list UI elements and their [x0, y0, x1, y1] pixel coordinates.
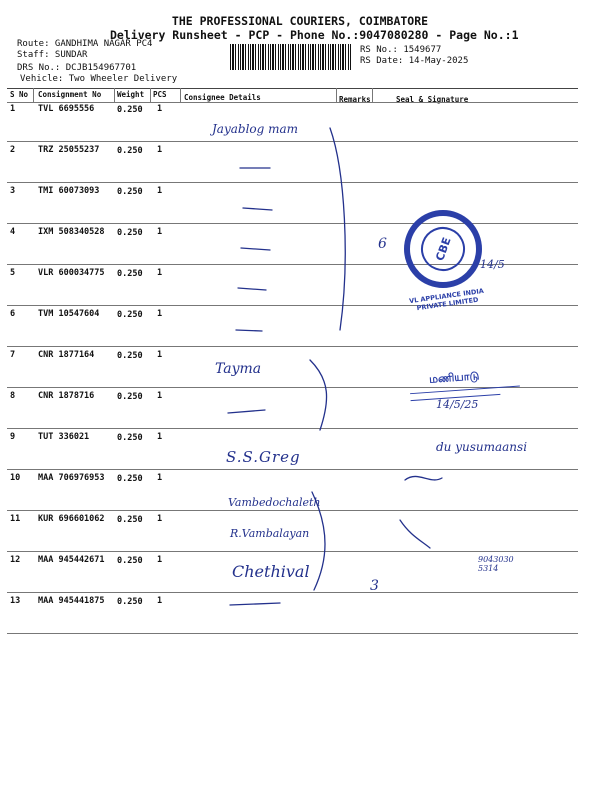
- row-pcs: 1: [157, 473, 163, 483]
- signature-mark: 6: [378, 236, 387, 252]
- row-consignment: VLR 600034775: [38, 268, 105, 278]
- row-consignment: CNR 1877164: [38, 350, 95, 360]
- row-consignment: MAA 706976953: [38, 473, 105, 483]
- row-pcs: 1: [157, 186, 163, 196]
- ditto-dash: [241, 248, 270, 250]
- row-weight: 0.250: [117, 269, 143, 279]
- signature-stroke: [400, 520, 430, 548]
- row-sno: 2: [10, 145, 16, 155]
- runsheet-subtitle: Delivery Runsheet - PCP - Phone No.:9047080280 - Page No.:1: [110, 28, 519, 42]
- consignee-handwriting: Jayablog mam: [212, 122, 299, 136]
- row-pcs: 1: [157, 432, 163, 442]
- rs-date: RS Date: 14-May-2025: [360, 56, 469, 66]
- row-sno: 1: [10, 104, 16, 114]
- signature-date: 14/5/25: [436, 398, 479, 411]
- row-weight: 0.250: [117, 351, 143, 361]
- row-weight: 0.250: [117, 310, 143, 320]
- ditto-dash: [228, 410, 265, 413]
- row-sno: 12: [10, 555, 21, 565]
- signature-date: 14/5: [480, 258, 505, 271]
- row-sno: 3: [10, 186, 16, 196]
- row-pcs: 1: [157, 391, 163, 401]
- row-pcs: 1: [157, 350, 163, 360]
- row-weight: 0.250: [117, 228, 143, 238]
- ditto-dash: [230, 603, 280, 605]
- brace-stroke: [330, 128, 345, 330]
- col-seal-signature: Seal & Signature: [396, 95, 469, 104]
- row-weight: 0.250: [117, 515, 143, 525]
- tamil-stamp-text: மணியாடு: [428, 369, 480, 386]
- col-consignee: Consignee Details: [184, 93, 261, 102]
- consignee-handwriting: Chethival: [232, 562, 310, 581]
- row-pcs: 1: [157, 555, 163, 565]
- row-sno: 6: [10, 309, 16, 319]
- row-pcs: 1: [157, 309, 163, 319]
- row-sno: 9: [10, 432, 16, 442]
- col-consignment: Consignment No: [38, 90, 102, 99]
- consignee-handwriting: R.Vambalayan: [230, 527, 310, 540]
- row-pcs: 1: [157, 596, 163, 606]
- seal-center-text: CBE: [415, 221, 471, 277]
- vehicle-label: Vehicle: Two Wheeler Delivery: [20, 74, 178, 84]
- ditto-dash: [236, 330, 262, 331]
- row-consignment: TRZ 25055237: [38, 145, 100, 155]
- row-weight: 0.250: [117, 597, 143, 607]
- row-sno: 4: [10, 227, 16, 237]
- row-consignment: KUR 696601062: [38, 514, 105, 524]
- row-pcs: 1: [157, 145, 163, 155]
- consignee-handwriting: Vambedochaleth: [228, 496, 321, 509]
- row-pcs: 1: [157, 514, 163, 524]
- row-consignment: CNR 1878716: [38, 391, 95, 401]
- row-consignment: TVM 10547604: [38, 309, 100, 319]
- brace-stroke: [310, 360, 327, 430]
- row-sno: 8: [10, 391, 16, 401]
- route-label: Route: GANDHIMA NAGAR PC4: [17, 39, 153, 49]
- rs-number: RS No.: 1549677: [360, 45, 442, 55]
- phone-number-handwriting: 9043030 5314: [478, 555, 514, 573]
- company-title: THE PROFESSIONAL COURIERS, COIMBATORE: [171, 14, 429, 28]
- row-sno: 7: [10, 350, 16, 360]
- row-weight: 0.250: [117, 187, 143, 197]
- row-weight: 0.250: [117, 433, 143, 443]
- consignee-handwriting: S.S.Greg: [226, 448, 301, 466]
- row-consignment: MAA 945442671: [38, 555, 105, 565]
- row-sno: 13: [10, 596, 21, 606]
- row-sno: 10: [10, 473, 21, 483]
- row-weight: 0.250: [117, 474, 143, 484]
- col-sno: S No: [10, 90, 29, 99]
- col-weight: Weight: [117, 90, 145, 99]
- row-consignment: TMI 60073093: [38, 186, 100, 196]
- signature-stroke: [405, 476, 442, 480]
- row-pcs: 1: [157, 104, 163, 114]
- row-sno: 11: [10, 514, 21, 524]
- row-consignment: TVL 6695556: [38, 104, 95, 114]
- row-pcs: 1: [157, 227, 163, 237]
- staff-label: Staff: SUNDAR: [17, 50, 88, 60]
- consignee-handwriting: Tayma: [215, 361, 262, 377]
- col-remarks: Remarks: [339, 95, 371, 104]
- row-consignment: TUT 336021: [38, 432, 90, 442]
- ditto-dash: [238, 288, 266, 290]
- row-weight: 0.250: [117, 146, 143, 156]
- drs-number: DRS No.: DCJB154967701: [17, 63, 137, 73]
- row-weight: 0.250: [117, 556, 143, 566]
- ditto-dash: [243, 208, 272, 210]
- col-pcs: PCS: [153, 90, 167, 99]
- row-weight: 0.250: [117, 392, 143, 402]
- row-consignment: MAA 945441875: [38, 596, 105, 606]
- row-pcs: 1: [157, 268, 163, 278]
- signature-text: du yusumaansi: [436, 440, 528, 454]
- row-consignment: IXM 508340528: [38, 227, 105, 237]
- seal-ring-text: VL APPLIANCE INDIA PRIVATE LIMITED: [408, 286, 485, 313]
- company-seal-stamp: [404, 210, 482, 288]
- signature-mark: 3: [370, 578, 379, 594]
- row-weight: 0.250: [117, 105, 143, 115]
- row-sno: 5: [10, 268, 16, 278]
